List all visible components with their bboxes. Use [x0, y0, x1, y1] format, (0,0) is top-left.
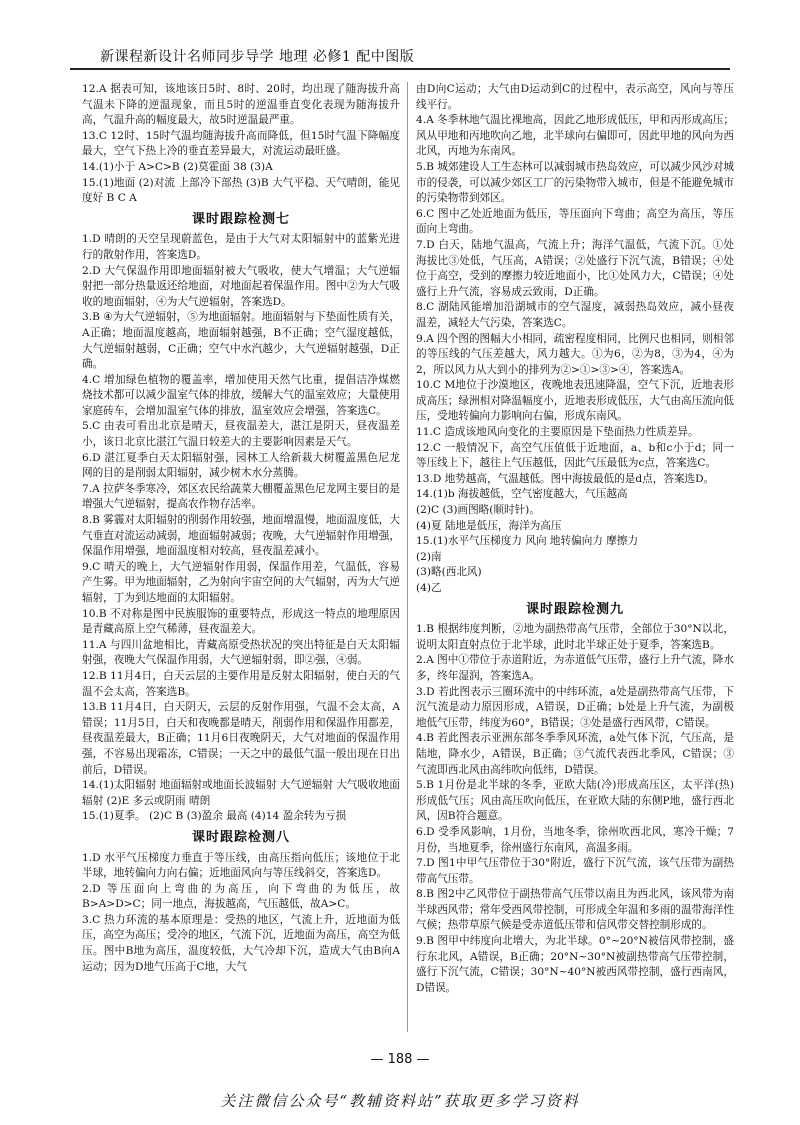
section-heading: 课时跟踪检测九 [525, 601, 624, 617]
answer-item: 13.D 地势越高，气温越低。图中海拔最低的是d点，答案选D。 [416, 472, 715, 485]
answer-item: 9.B 图甲中纬度向北增大，为北半球。0°~20°N被信风带控制，盛行东北风，A错误，B正确；20°N~30°N被副热带高气压带控制，盛行下沉气流，C错误；30°N~40°N被西风带控制，盛行西南风，D错误。 [416, 935, 734, 994]
left-column [82, 82, 400, 1047]
answer-item: (2)南 [416, 550, 442, 563]
answer-item: 1.D 水平气压梯度力垂直于等压线，由高压指向低压；该地位于北半球，地转偏向力向右偏；近地面风向与等压线斜交，答案选D。 [82, 851, 400, 880]
answer-item: 10.C M地位于沙漠地区，夜晚地表迅速降温，空气下沉，近地表形成高压；绿洲相对降温幅度小，近地表形成低压，大气由高压流向低压，受地转偏向力影响向右偏，形成东南风。 [416, 379, 734, 423]
page-header [70, 38, 730, 70]
answer-item: (4)夏 陆地是低压，海洋为高压 [416, 519, 562, 532]
answer-item: 5.C 由表可看出北京是晴天，昼夜温差大，湛江是阴天，昼夜温差小，该日北京比湛江气温日较差大的主要影响因素是天气。 [82, 420, 400, 449]
answer-item: 10.B 不对称是图中民族服饰的重要特点，形成这一特点的地理原因是青藏高原上空气稀薄，昼夜温差大。 [82, 607, 400, 636]
answer-item: 6.D 湛江夏季白天太阳辐射强，园林工人给新栽大树覆盖黑色尼龙网的目的是削弱太阳辐射，减少树木水分蒸腾。 [82, 451, 400, 480]
answer-item: 4.C 增加绿色植物的覆盖率，增加使用天然气比重，提倡洁净煤燃烧技术都可以减少温室气体的排放，缓解大气的温室效应；大量使用家庭砖车，会增加温室气体的排放，温室效应会增强，答案选C。 [82, 373, 400, 417]
right-column [416, 82, 734, 1047]
answer-item: 2.D 等压面向上弯曲的为高压，向下弯曲的为低压，故B>A>D>C；同一地点，海拔越高，气压越低，故A>C。 [82, 882, 400, 911]
answer-item: 12.A 据表可知，该地该日5时、8时、20时，均出现了随海拔升高气温未下降的逆温现象，而且5时的逆温垂直变化表现为随海拔升高，气温升高的幅度最大，故5时逆温最严重。 [82, 83, 400, 127]
answer-item: 1.B 根据纬度判断，②地为副热带高气压带，全部位于30°N以北，说明太阳直射点位于北半球，此时北半球正处于夏季，答案选B。 [416, 623, 734, 651]
answer-item: 11.A 与四川盆地相比，青藏高原受热状况的突出特征是白天太阳辐射强，夜晚大气保温作用弱，大气逆辐射弱，即②强，④弱。 [82, 638, 400, 667]
answer-item: 12.B 11月4日，白天云层的主要作用是反射太阳辐射，使白天的气温不会太高，答案选B。 [82, 669, 400, 698]
answer-item: 5.B 1月份是北半球的冬季，亚欧大陆(冷)形成高压区，太平洋(热)形成低气压；风由高压吹向低压，在亚欧大陆的东侧P地，盛行西北风，因B符合题意。 [416, 779, 734, 823]
answer-item: 7.D 图1中甲气压带位于30°附近，盛行下沉气流，该气压带为副热带高气压带。 [416, 857, 734, 885]
answer-item: 9.C 晴天的晚上，大气逆辐射作用弱，保温作用差，气温低，容易产生雾。甲为地面辐射，乙为射向宇宙空间的大气辐射，丙为大气逆辐射，丁为到达地面的太阳辐射。 [82, 560, 400, 604]
answer-item: 6.D 受季风影响，1月份，当地冬季，徐州吹西北风，寒冷干燥；7月份，当地夏季，徐州盛行东南风，高温多雨。 [416, 825, 734, 854]
answer-item: 15.(1)水平气压梯度力 风向 地转偏向力 摩擦力 [416, 535, 639, 548]
answer-item: 13.C 12时、15时气温均随海拔升高而降低，但15时气温下降幅度最大，空气下热上冷的垂直差异最大，对流运动最旺盛。 [82, 129, 400, 158]
column-divider [407, 82, 408, 1032]
answer-item: 9.A 四个图的图幅大小相同，疏密程度相同，比例尺也相同，则相邻的等压线的气压差越大，风力越大。①为6，②为8，③为4，④为2，所以风力从大到小的排列为②>①>③>④，答案选A。 [416, 332, 734, 376]
answer-item: 7.A 拉萨冬季寒冷，郊区农民给蔬菜大棚覆盖黑色尼龙网主要目的是增强大气逆辐射，提高农作物存活率。 [82, 482, 400, 511]
answer-item: 8.C 湖陆风能增加沿湖城市的空气湿度，减弱热岛效应，减小昼夜温差，减轻大气污染，答案选C。 [416, 301, 734, 329]
answer-item: 8.B 雾霾对太阳辐射的削弱作用较强，地面增温慢，地面温度低，大气垂直对流运动减弱，地面辐射减弱；夜晚，大气逆辐射作用增强，保温作用增强，地面温度相对较高，昼夜温差减小。 [82, 514, 400, 558]
answer-item: 3.C 热力环流的基本原理是：受热的地区，气流上升，近地面为低压，高空为高压；受冷的地区，气流下沉，近地面为高压，高空为低压。图中B地为高压，温度较低，大气冷却下沉，造成大气由B向A运动；因为D地气压高于C地，大气 [82, 913, 400, 973]
answer-item: 14.(1)太阳辐射 地面辐射或地面长波辐射 大气逆辐射 大气吸收地面辐射 (2)E 多云或阴雨 晴朗 [82, 779, 400, 807]
answer-item: (3)略(西北风) [416, 566, 482, 579]
answer-item: 1.D 晴朗的天空呈现蔚蓝色，是由于大气对太阳辐射中的蓝紫光进行的散射作用，答案选D。 [82, 233, 400, 261]
answer-item: 8.B 图2中乙风带位于副热带高气压带以南且为西北风，该风带为南半球西风带；常年受西风带控制，可形成全年温和多雨的温带海洋性气候；热带草原气候是受赤道低压带和信风带交替控制形成的。 [416, 888, 734, 932]
answer-item: 7.D 白天，陆地气温高，气流上升；海洋气温低，气流下沉。①处海拔比③处低，气压高，A错误；②处盛行下沉气流，B错误；④处位于高空，受到的摩擦力较近地面小，比①处风力大，C错误；④处盛行上升气流，容易成云致雨，D正确。 [416, 238, 734, 298]
answer-item: 6.C 图中乙处近地面为低压，等压面向下弯曲；高空为高压，等压面向上弯曲。 [416, 207, 734, 236]
answer-item: 15.(1)夏季。 (2)C B (3)盈余 最高 (4)14 盈余转为亏损 [82, 810, 347, 823]
answer-item: 5.B 城郊建设人工生态林可以减弱城市热岛效应，可以减少风沙对城市的侵袭，可以减少郊区工厂的污染物带入城市，但是不能避免城市的污染物带到郊区。 [416, 160, 734, 205]
answer-item: 13.B 11月4日，白天阴天，云层的反射作用强，气温不会太高，A错误；11月5日，白天和夜晚都是晴天，削弱作用和保温作用都差，昼夜温差最大，B正确；11月6日夜晚阴天，大气对地面的保温作用强，不容易出现霜冻，C错误；一天之中的最低气温一般出现在日出前后，D错误。 [82, 701, 400, 776]
answer-item: 3.D 若此图表示三圈环流中的中纬环流，a处是副热带高气压带，下沉气流是动力原因形成，A错误，D正确；b处是上升气流，为副极地低气压带，纬度为60°，B错误；③处是盛行西风带，C错误。 [416, 685, 734, 729]
answer-item: (2)C (3)画图略(顺时针)。 [416, 504, 540, 517]
page-number: — 188 — [370, 1052, 430, 1067]
answer-item: 4.A 冬季林地气温比裸地高，因此乙地形成低压，甲和丙形成高压；风从甲地和丙地吹向乙地，北半球向右偏即可，因此甲地的风向为西北风，丙地为东南风。 [416, 114, 734, 158]
answer-item: (4)乙 [416, 582, 442, 594]
answer-item: 3.B ④为大气逆辐射，⑤为地面辐射。地面辐射与下垫面性质有关，A正确；地面温度越高，地面辐射越强，B不正确；空气湿度越低，大气逆辐射越弱，C正确；空气中水汽越少，大气逆辐射越强，D正确。 [82, 311, 400, 371]
header-title: 新课程新设计名师同步导学 地理 必修1 配中图版 [100, 49, 415, 65]
section-heading: 课时跟踪检测八 [191, 829, 290, 845]
answer-columns [82, 82, 734, 1047]
answer-item: 12.C 一般情况下，高空气压值低于近地面，a、b和c小于d；同一等压线上下，越往上气压越低，因此气压最低为c点，答案选C。 [416, 441, 734, 470]
answer-item: 14.(1)小于 A>C>B (2)莫霍面 38 (3)A [82, 160, 273, 173]
answer-item: 4.B 若此图表示亚洲东部冬季季风环流，a处气体下沉，气压高，是陆地，降水少，A错误，B正确；③气流代表西北季风，C错误；③气流即西北风由高纬吹向低纬，D错误。 [416, 732, 734, 776]
footer-note: 关注微信公众号“教辅资料站”获取更多学习资料 [220, 1092, 580, 1110]
answer-item: 14.(1)b 海拔越低，空气密度越大，气压越高 [416, 488, 628, 501]
answer-item: 2.D 大气保温作用即地面辐射被大气吸收，使大气增温；大气逆辐射把一部分热量返还给地面，对地面起着保温作用。图中②为大气吸收的地面辐射，④为大气逆辐射，答案选D。 [82, 264, 400, 308]
answer-item: 15.(1)地面 (2)对流 上部冷下部热 (3)B 大气平稳、天气晴朗，能见度好 B C A [82, 176, 400, 205]
section-heading: 课时跟踪检测七 [191, 211, 290, 227]
answer-item: 2.A 图中①带位于赤道附近，为赤道低气压带，盛行上升气流，降水多，终年湿润，答案选A。 [416, 654, 734, 682]
answer-item: 由D向C运动；大气由D运动到C的过程中，表示高空，风向与等压线平行。 [416, 83, 734, 111]
answer-item: 11.C 造成该地风向变化的主要原因是下垫面热力性质差异。 [416, 426, 699, 439]
